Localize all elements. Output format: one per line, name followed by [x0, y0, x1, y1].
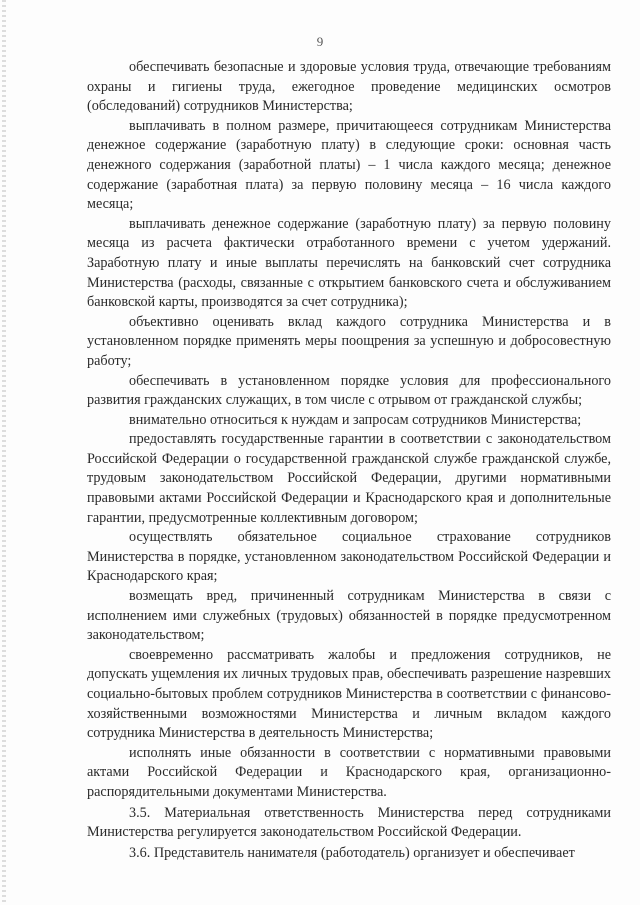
scan-edge-marks: [2, 0, 6, 905]
section-3-5: 3.5. Материальная ответственность Министерства перед сотрудниками Министерства регулируется законодательством Российской Федерации.: [87, 804, 611, 841]
paragraph-compensate-harm: возмещать вред, причиненный сотрудникам Министерства в связи с исполнением ими служебных (трудовых) обязанностей в порядке предусмотренном законодательством;: [87, 588, 611, 644]
paragraph-professional-development: обеспечивать в установленном порядке условия для профессионального развития гражданских служащих, в том числе с отрывом от гражданской службы;: [87, 372, 611, 409]
paragraph-social-insurance: осуществлять обязательное социальное страхование сотрудников Министерства в порядке, установленном законодательством Российской Федерации и Краснодарского края;: [87, 529, 611, 585]
paragraph-complaints: своевременно рассматривать жалобы и предложения сотрудников, не допускать ущемления их личных трудовых прав, обеспечивать разрешение назревших социально-бытовых проблем сотрудников Министерства в соответствии с финансово-хозяйственными возможностями Министерства и личным вкладом каждого сотрудника Министерства в деятельность Министерства;: [87, 646, 611, 742]
paragraph-pay-calculation: выплачивать денежное содержание (заработную плату) за первую половину месяца из расчета фактически отработанного времени с учетом удержаний. Заработную плату и иные выплаты перечислять на банковский счет сотрудника Министерства (расходы, связанные с открытием банковского счета и обслуживанием банковской карты, производятся за счет сотрудника);: [87, 215, 611, 311]
paragraph-pay-schedule: выплачивать в полном размере, причитающееся сотрудникам Министерства денежное содержание (заработную плату) в следующие сроки: основная часть денежного содержания (заработной платы) – 1 числа каждого месяца; денежное содержание (заработная плата) за первую половину месяца – 16 числа каждого месяца;: [87, 117, 611, 213]
paragraph-safe-conditions: обеспечивать безопасные и здоровые условия труда, отвечающие требованиям охраны и гигиены труда, ежегодное проведение медицинских осмотров (обследований) сотрудников Министерства;: [87, 59, 611, 115]
document-body: [87, 58, 611, 863]
paragraph-state-guarantees: предоставлять государственные гарантии в соответствии с законодательством Российской Федерации о государственной гражданской службе гражданской службе, трудовым законодательством Российской Федерации, другими нормативными правовыми актами Российской Федерации и Краснодарского края и дополнительные гарантии, предусмотренные коллективным договором;: [87, 431, 611, 526]
paragraph-other-duties: исполнять иные обязанности в соответствии с нормативными правовыми актами Российской Федерации и Краснодарского края, организационно-распорядительными документами Министерства.: [87, 744, 611, 800]
section-3-6: 3.6. Представитель нанимателя (работодатель) организует и обеспечивает: [129, 844, 575, 861]
paragraph-attention-to-needs: внимательно относиться к нуждам и запросам сотрудников Министерства;: [129, 411, 582, 428]
paragraph-evaluate-contribution: объективно оценивать вклад каждого сотрудника Министерства и в установленном порядке применять меры поощрения за успешную и добросовестную работу;: [87, 313, 611, 369]
page-number: 9: [316, 34, 324, 49]
